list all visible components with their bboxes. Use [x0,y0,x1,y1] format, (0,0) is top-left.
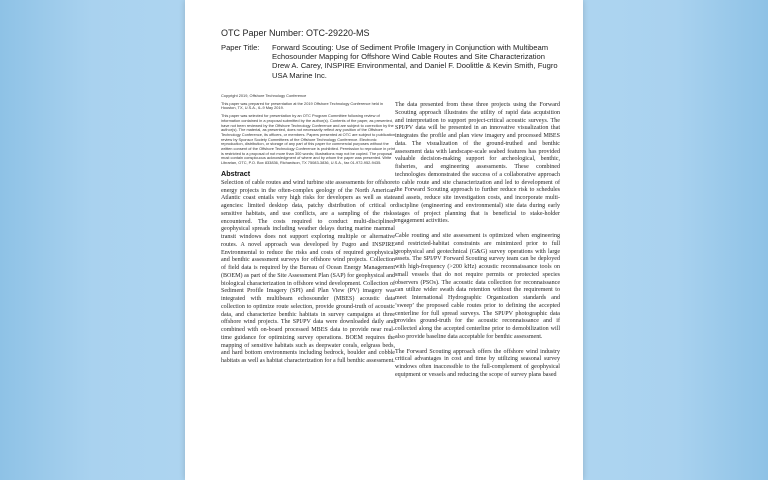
paper-title: Forward Scouting: Use of Sediment Profile Imagery in Conjunction with Multibeam Echosounder Mapping for Offshore Wind Cable Routes and Site Characterization [272,43,549,62]
abstract-heading: Abstract [221,168,251,178]
presentation-note: This paper was prepared for presentation at the 2019 Offshore Technology Conference held in Houston, TX, U.S.A., 6–9 May 2019. [221,100,384,111]
paper-authors: Drew A. Carey, INSPIRE Environmental, and Daniel F. Doolittle & Kevin Smith, Fugro USA Marine Inc. [272,61,558,80]
body-paragraph-1: The data presented from these three projects using the Forward Scouting approach illustrates the utility of rapid data acquisition and interpretation to support project-critical acoustic surveys. The SPI/PV data will be presented in an innovative visualization that integrates the profile and plan view imagery and processed MBES data. The visualization of the ground-truthed and benthic assessment data with landscape-scale seabed features has provided valuable decision-making support for archeological, benthic, fisheries, and engineering assessments. These combined technologies demonstrated the success of a collaborative approach to cable route and site characterization and led to development of the Forward Scouting approach to further reduce risk to schedules and assets, reduce site investigation costs, and incorporate multi-discipline (engineering and environmental) site data during early stages of project planning that is beneficial to stake-holder engagement activities. [395,102,560,225]
body-paragraph-3: The Forward Scouting approach offers the offshore wind industry critical advantages in cost and time by utilizing seasonal survey windows often inaccessible to the full-complement of geophysical equipment or vessels and reducing the scope of survey plans based [395,348,560,378]
body-paragraph-2: Cable routing and site assessment is optimized when engineering and restricted-habitat constraints are minimized prior to full geophysical and geotechnical (G&G) survey operations with large assets. The SPI/PV Forward Scouting survey team can be deployed with high-frequency (>200 kHz) acoustic reconnaissance tools on small vessels that do not require permits or protected species observers (PSOs). The acoustic data collection for reconnaissance can utilize wider swath data retention without the requirement to meet International Hydrographic Organization standards and ‘sweep’ the proposed cable routes prior to defining the accepted centerline for full spread surveys. The SPI/PV photographic data provides ground-truth for the acoustic reconnaissance and if collected along the accepted centerline prior to demobilization will also provide baseline data acceptable for benthic assessment. [395,233,560,340]
abstract-text: Selection of cable routes and wind turbine site assessments for offshore energy projects in the often-complex geology of the North American Atlantic coast entails very high risks for developers as well as state agencies: limited desktop data, patchy distribution of critical or sensitive habitats, and use conflicts, are a sampling of the risks encountered. The costs required to conduct multi-disciplined geophysical spreads including weather delays during marine mammal transit windows does not support exploring multiple or alternative routes. A novel approach was developed by Fugro and INSPIRE Environmental to reduce the risks and costs of required geophysical and benthic assessment surveys for offshore wind projects. Collection of field data is required by the Bureau of Ocean Energy Management (BOEM) as part of the Site Assessment Plan (SAP) for geophysical and biological characterization in offshore wind development. Collection of Sediment Profile Imagery (SPI) and Plan View (PV) imagery was integrated with multibeam echosounder (MBES) acoustic data collection to optimize route selection, provide ground-truth of acoustic data, and characterize benthic habitats in survey campaigns at three offshore wind projects. The SPI/PV data were downloaded daily and combined with on-board processed MBES data to provide near real-time guidance for optimizing survey operations. BOEM requires the mapping of sensitive habitats such as deepwater corals, eelgrass beds, and hard bottom environments including bedrock, boulder and cobble habitats as well as habitat characterization for a full benthic assessment. [221,179,395,365]
legal-notice: This paper was selected for presentation by an OTC Program Committee following review of information contained in a proposal submitted by the author(s). Contents of the paper, as presented, have not been reviewed by the Offshore Technology Conference and are subject to correction by the author(s). The material, as presented, does not necessarily reflect any position of the Offshore Technology Conference, its officers, or members. Papers presented at OTC are subject to publication review by Sponsor Society Committees of the Offshore Technology Conference. Electronic reproduction, distribution, or storage of any part of this paper for commercial purposes without the written consent of the Offshore Technology Conference is prohibited. Permission to reproduce in print is restricted to a proposal of not more than 300 words; illustrations may not be copied. The proposal must contain conspicuous acknowledgment of where and by whom the paper was presented. Write Librarian, OTC, P.O. Box 833836, Richardson, TX 75083-3836, U.S.A., fax 01-972-952-9435. [221,113,396,166]
right-column [395,102,560,387]
paper-title-label: Paper Title: [221,43,260,52]
paper-header [221,28,561,80]
copyright-notice: Copyright 2019, Offshore Technology Conference [221,93,307,98]
left-column [221,94,395,366]
paper-page [185,0,583,480]
paper-title-body [272,43,561,80]
paper-number: OTC Paper Number: OTC-29220-MS [221,28,370,38]
paper-title-block [221,43,561,80]
